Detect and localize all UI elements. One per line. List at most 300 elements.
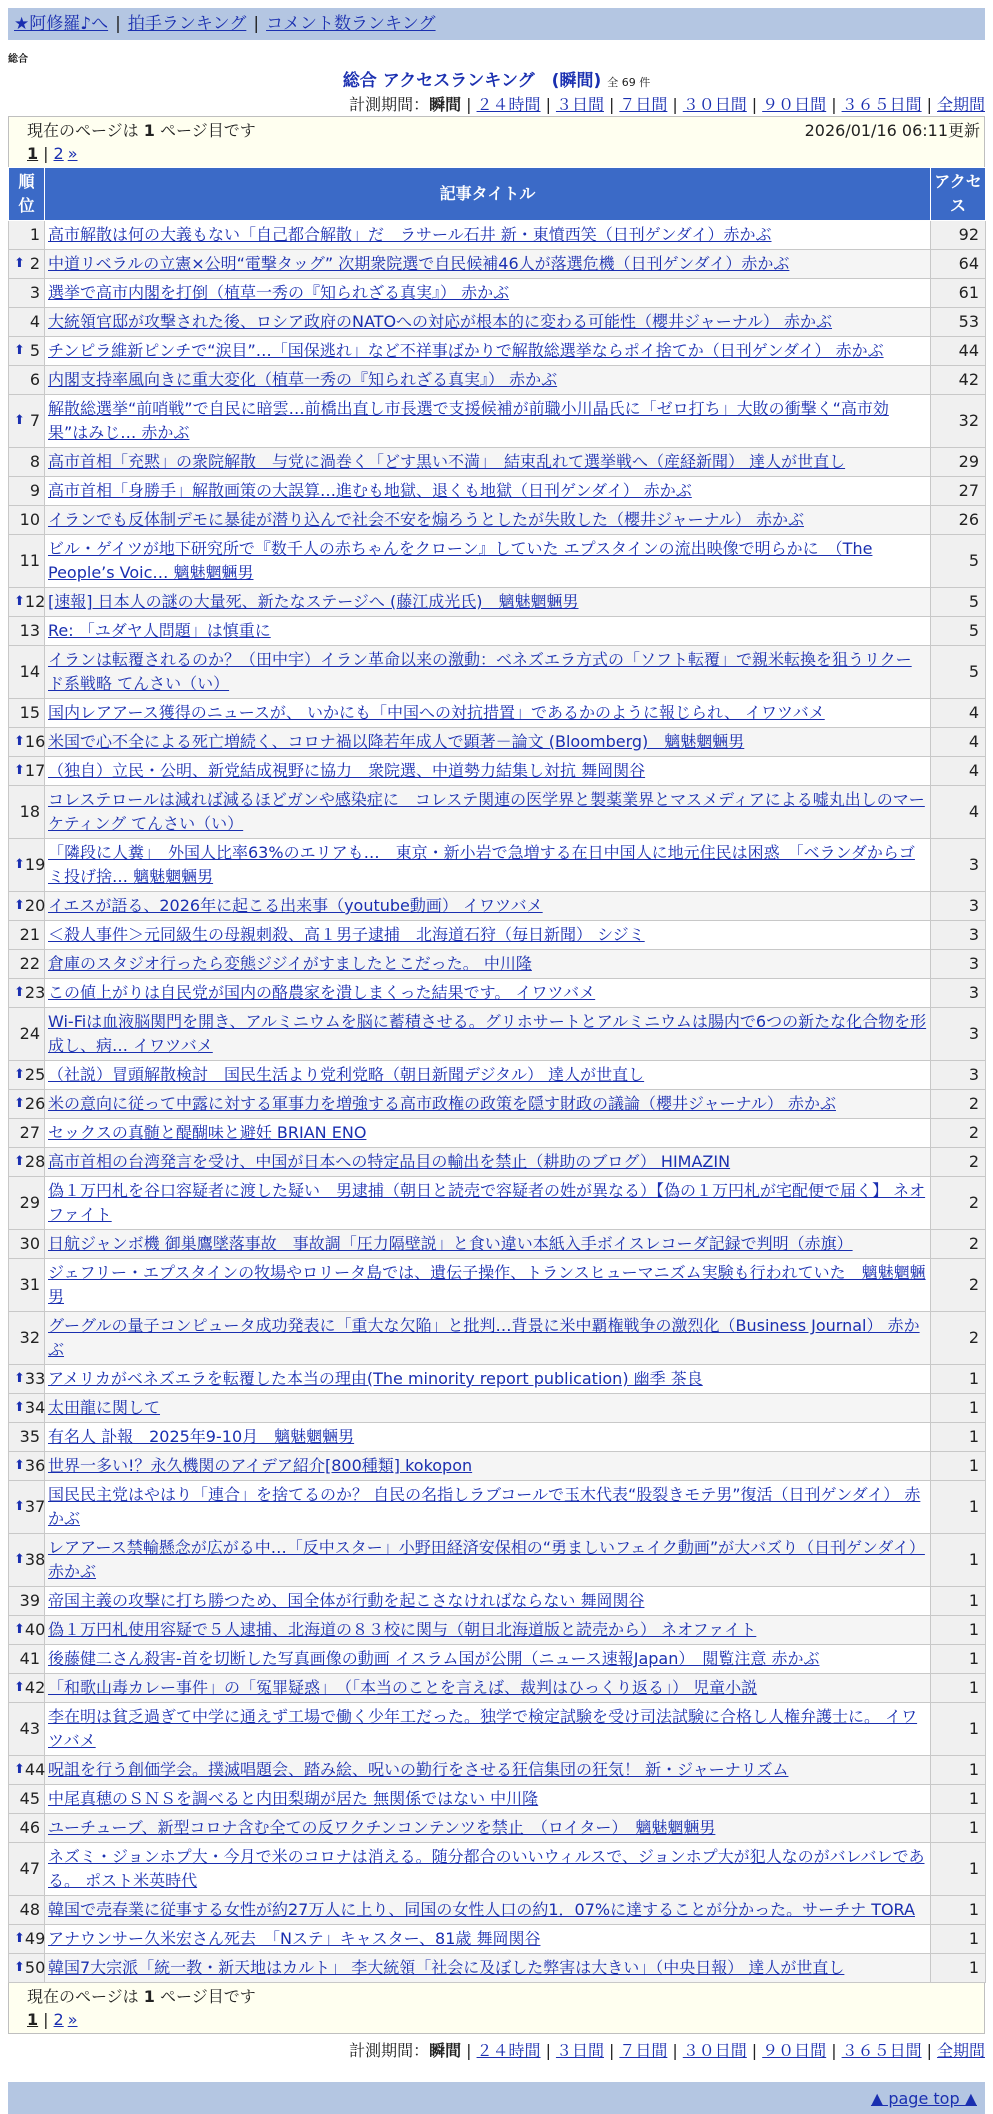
article-link[interactable]: 高市首相の台湾発言を受け、中国が日本への特定品目の輸出を禁止（耕助のブログ） HIMAZIN [48,1152,731,1171]
rank-cell [9,1452,45,1481]
access-count: 1 [931,1452,986,1481]
access-count: 3 [931,979,986,1008]
title-cell [45,646,931,699]
access-count: 5 [931,588,986,617]
article-link[interactable]: 「和歌山毒カレー事件」の「冤罪疑惑」 （「本当のことを言えば、裁判はひっくり返る」） 児童小説 [48,1678,758,1697]
article-link[interactable]: [速報] 日本人の謎の大量死、新たなステージへ (藤江成光氏) 魑魅魍魎男 [48,592,579,611]
table-row [9,506,986,535]
access-count: 1 [931,1616,986,1645]
rank-number: 29 [19,1193,40,1212]
article-link[interactable]: 高市解散は何の大義もない「自己都合解散」だ ラサール石井 新・東憤西笑（日刊ゲンダイ）赤かぶ [48,225,772,244]
table-row [9,1843,986,1896]
rank-number: 27 [19,1123,40,1142]
rank-number: 19 [24,855,46,874]
rank-cell [9,1587,45,1616]
rank-cell [9,221,45,250]
table-row [9,1925,986,1954]
rank-up-arrow-icon: ⬆ [14,857,25,872]
rank-column-header: 順位 [9,168,45,221]
article-link[interactable]: 倉庫のスタジオ行ったら変態ジジイがすましたとこだった。 中川隆 [48,954,532,973]
rank-up-arrow-icon: ⬆ [14,985,25,1000]
article-link[interactable]: 日航ジャンボ機 御巣鷹墜落事故 事故調「圧力隔壁説」と食い違い本紙入手ボイスレコーダ記録で判明（赤旗） [48,1234,853,1253]
title-cell [45,1587,931,1616]
rank-cell [9,950,45,979]
table-row [9,448,986,477]
access-count: 1 [931,1587,986,1616]
period-label: 計測期間： [349,95,430,114]
rank-up-arrow-icon: ⬆ [14,1371,25,1386]
title-cell [45,1645,931,1674]
ranking-title: 総合 アクセスランキング (瞬間) [342,71,602,91]
rank-number: 18 [19,802,40,821]
table-row [9,250,986,279]
article-link[interactable]: 太田龍に関して [48,1398,161,1417]
access-count: 2 [931,1090,986,1119]
access-count: 1 [931,1481,986,1534]
table-row [9,646,986,699]
article-link[interactable]: グーグルの量子コンピュータ成功発表に「重大な欠陥」と批判…背景に米中覇権戦争の激烈化（Business Journal） 赤かぶ [48,1316,920,1359]
title-cell [45,308,931,337]
title-cell [45,588,931,617]
rank-cell [9,1008,45,1061]
rank-number: 5 [29,341,40,360]
rank-number: 16 [24,732,46,751]
rank-cell [9,1423,45,1452]
period-selector-bottom [8,2040,985,2062]
rank-number: 39 [19,1591,40,1610]
access-count: 3 [931,1061,986,1090]
table-row [9,279,986,308]
rank-number: 23 [24,983,46,1002]
access-count: 1 [931,1423,986,1452]
rank-up-arrow-icon: ⬆ [14,1096,25,1111]
rank-number: 33 [24,1369,46,1388]
access-count: 1 [931,1954,986,1983]
rank-number: 49 [24,1929,46,1948]
access-count: 1 [931,1674,986,1703]
access-count: 1 [931,1814,986,1843]
rank-cell [9,250,45,279]
period-link-4[interactable]: ９０日間 [762,95,827,114]
table-row [9,1177,986,1230]
access-count: 42 [931,366,986,395]
access-count: 3 [931,921,986,950]
table-row [9,308,986,337]
article-link[interactable]: アメリカがベネズエラを転覆した本当の理由(The minority report publication) 幽季 茶良 [48,1369,703,1388]
rank-cell [9,757,45,786]
table-row [9,1259,986,1312]
rank-cell [9,1925,45,1954]
access-count: 1 [931,1843,986,1896]
page-2-link[interactable]: 2 [53,144,64,163]
rank-number: 11 [19,551,40,570]
period-link-3[interactable]: ３０日間 [682,2041,747,2060]
title-cell [45,1312,931,1365]
article-link[interactable]: （独自）立民・公明、新党結成視野に協力 衆院選、中道勢力結集し対抗 舞岡関谷 [48,761,646,780]
period-separator: | [926,2041,932,2060]
table-row [9,1616,986,1645]
access-count: 2 [931,1177,986,1230]
title-cell [45,728,931,757]
title-cell [45,366,931,395]
access-count: 2 [931,1230,986,1259]
rank-cell [9,395,45,448]
period-link-5[interactable]: ３６５日間 [841,2041,922,2060]
rank-up-arrow-icon: ⬆ [14,413,25,428]
rank-cell [9,979,45,1008]
article-link[interactable]: 呪詛を行う創価学会。撲滅唱題会、踏み絵、呪いの勤行をさせる狂信集団の狂気！ 新・ジャーナリズム [48,1760,789,1779]
rank-up-arrow-icon: ⬆ [14,1458,25,1473]
rank-number: 22 [19,954,40,973]
article-link[interactable]: 中道リベラルの立憲×公明“電撃タッグ” 次期衆院選で自民候補46人が落選危機（日刊ゲンダイ）赤かぶ [48,254,790,273]
rank-number: 47 [19,1859,40,1878]
rank-number: 15 [19,703,40,722]
period-link-1[interactable]: ３日間 [555,2041,604,2060]
section-label: 総合 [8,54,28,65]
rank-up-arrow-icon: ⬆ [14,256,25,271]
article-link[interactable]: 帝国主義の攻撃に打ち勝つため、国全体が行動を起こさなければならない 舞岡関谷 [48,1591,645,1610]
rank-cell [9,1843,45,1896]
table-row [9,1756,986,1785]
access-count: 1 [931,1785,986,1814]
period-current: 瞬間 [429,2041,462,2060]
period-label: 計測期間： [349,2041,430,2060]
rank-number: 8 [29,452,40,471]
title-cell [45,1394,931,1423]
period-link-6[interactable]: 全期間 [936,95,985,114]
rank-number: 45 [19,1789,40,1808]
table-row [9,1312,986,1365]
rank-cell [9,308,45,337]
article-link[interactable]: セックスの真髄と醍醐味と避妊 BRIAN ENO [48,1123,367,1142]
rank-cell [9,477,45,506]
title-cell [45,786,931,839]
nav-separator: | [115,14,121,34]
rank-cell [9,1061,45,1090]
rank-cell [9,1534,45,1587]
access-count: 2 [931,1312,986,1365]
rank-cell [9,1814,45,1843]
title-cell [45,1814,931,1843]
access-count: 64 [931,250,986,279]
updated-time: 2026/01/16 06:11更新 [804,121,980,140]
rank-up-arrow-icon: ⬆ [14,763,25,778]
access-count: 4 [931,699,986,728]
access-count: 1 [931,1925,986,1954]
rank-cell [9,892,45,921]
rank-up-arrow-icon: ⬆ [14,1960,25,1975]
article-link[interactable]: コレステロールは減れば減るほどガンや感染症に コレステ関連の医学界と製薬業界とマスメディアによる嘘丸出しのマーケティング てんさい（い） [48,790,925,833]
access-count: 5 [931,617,986,646]
comment-ranking-link[interactable]: コメント数ランキング [266,14,436,34]
rank-number: 44 [24,1760,46,1779]
pager-bottom: 現在のページは 1 ページ目です 1 | 2 » [8,1983,985,2034]
article-link[interactable]: イエスが語る、2026年に起こる出来事（youtube動画） イワツバメ [48,896,543,915]
next-page-link[interactable]: » [67,144,78,163]
rank-cell [9,588,45,617]
period-link-4[interactable]: ９０日間 [762,2041,827,2060]
rank-number: 1 [29,225,40,244]
title-cell [45,1423,931,1452]
article-link[interactable]: 内閣支持率風向きに重大変化（植草一秀の『知られざる真実』） 赤かぶ [48,370,558,389]
article-link[interactable]: Wi-Fiは血液脳関門を開き、アルミニウムを脳に蓄積させる。グリホサートとアルミニウムは腸内で6つの新たな化合物を形成し、病… イワツバメ [48,1012,927,1055]
title-cell [45,337,931,366]
title-cell [45,1061,931,1090]
access-count: 26 [931,506,986,535]
rank-cell [9,506,45,535]
article-link[interactable]: 偽１万円札を谷口容疑者に渡した疑い 男逮捕（朝日と読売で容疑者の姓が異なる）【偽の１万円札が宅配便で届く】 ネオファイト [48,1181,926,1224]
rank-number: 26 [24,1094,46,1113]
rank-cell [9,1312,45,1365]
article-link[interactable]: 高市首相「身勝手」解散画策の大誤算…進むも地獄、退くも地獄（日刊ゲンダイ） 赤かぶ [48,481,692,500]
rank-up-arrow-icon: ⬆ [14,1400,25,1415]
period-separator: | [751,95,758,114]
article-link[interactable]: 国内レアアース獲得のニュースが、 いかにも「中国への対抗措置」であるかのように報じられ、 イワツバメ [48,703,825,722]
period-separator: | [672,95,678,114]
access-count: 2 [931,1148,986,1177]
table-row [9,1785,986,1814]
rank-number: 13 [19,621,40,640]
rank-cell [9,1674,45,1703]
table-row [9,1954,986,1983]
table-row [9,728,986,757]
rank-cell [9,448,45,477]
table-row [9,892,986,921]
period-link-2[interactable]: ７日間 [619,95,668,114]
table-row [9,1090,986,1119]
article-link[interactable]: 韓国7大宗派「統一教・新天地はカルト」 李大統領「社会に及ぼした弊害は大きい」（中央日報） 達人が世直し [48,1958,845,1977]
title-cell [45,1896,931,1925]
table-row [9,786,986,839]
article-link[interactable]: 米国で心不全による死亡増続く、コロナ禍以降若年成人で顕著－論文 (Bloomberg) 魑魅魍魎男 [48,732,745,751]
rank-cell [9,1756,45,1785]
article-link[interactable]: 米の意向に従って中露に対する軍事力を増強する高市政権の政策を隠す財政の議論（櫻井ジャーナル） 赤かぶ [48,1094,836,1113]
clap-ranking-link[interactable]: 拍手ランキング [127,14,247,34]
article-link[interactable]: 国民民主党はやはり「連合」を捨てるのか？ 自民の名指しラブコールで玉木代表“股裂きモテ男”復活（日刊ゲンダイ） 赤かぶ [48,1485,921,1528]
rank-cell [9,1259,45,1312]
rank-number: 17 [24,761,46,780]
table-row [9,477,986,506]
page-top-link[interactable]: ▲ page top ▲ [870,2089,977,2108]
period-link-1[interactable]: ３日間 [555,95,604,114]
title-cell [45,1616,931,1645]
access-column-header: アクセス [931,168,986,221]
title-cell [45,1534,931,1587]
article-link[interactable]: ジェフリー・エプスタインの牧場やロリータ島では、遺伝子操作、トランスヒューマニズム実験も行われていた 魑魅魍魎男 [48,1263,926,1306]
rank-cell [9,337,45,366]
table-row [9,1230,986,1259]
access-count: 1 [931,1394,986,1423]
title-cell [45,395,931,448]
rank-cell [9,617,45,646]
access-count: 2 [931,1119,986,1148]
rank-number: 12 [24,592,46,611]
article-link[interactable]: 大統領官邸が攻撃された後、ロシア政府のNATOへの対応が根本的に変わる可能性（櫻井ジャーナル） 赤かぶ [48,312,833,331]
rank-cell [9,1148,45,1177]
next-page-link[interactable]: » [67,2010,78,2029]
rank-up-arrow-icon: ⬆ [14,898,25,913]
access-count: 3 [931,839,986,892]
period-current: 瞬間 [429,95,462,114]
period-link-2[interactable]: ７日間 [619,2041,668,2060]
rank-cell [9,839,45,892]
period-separator: | [545,95,551,114]
title-cell [45,1756,931,1785]
table-row [9,1148,986,1177]
rank-up-arrow-icon: ⬆ [14,1499,25,1514]
article-link[interactable]: Re: 「ユダヤ人問題」は慎重に [48,621,271,640]
access-count: 53 [931,308,986,337]
title-cell [45,1843,931,1896]
table-row [9,337,986,366]
rank-number: 3 [29,283,40,302]
article-link[interactable]: イランは転覆されるのか？（田中宇）イラン革命以来の激動：ベネズエラ方式の「ソフト転覆」で親米転換を狙うリクード系戦略 てんさい（い） [48,650,912,693]
access-count: 1 [931,1534,986,1587]
access-count: 1 [931,1703,986,1756]
title-cell [45,979,931,1008]
table-row [9,1119,986,1148]
title-cell [45,1090,931,1119]
rank-number: 41 [19,1649,40,1668]
title-cell [45,1119,931,1148]
page-status: 現在のページは 1 ページ目です [27,1987,256,2006]
rank-number: 4 [29,312,40,331]
rank-cell [9,921,45,950]
rank-up-arrow-icon: ⬆ [14,1762,25,1777]
article-link[interactable]: 偽１万円札使用容疑で５人逮捕、北海道の８３校に関与（朝日北海道版と読売から） ネオファイト [48,1620,757,1639]
table-row [9,699,986,728]
access-count: 61 [931,279,986,308]
article-link[interactable]: アナウンサー久米宏さん死去 「Nステ」キャスター、81歳 舞岡関谷 [48,1929,541,1948]
period-separator: | [831,2041,837,2060]
title-cell [45,448,931,477]
article-link[interactable]: イランでも反体制デモに暴徒が潜り込んで社会不安を煽ろうとしたが失敗した（櫻井ジャーナル） 赤かぶ [48,510,804,529]
rank-number: 50 [24,1958,46,1977]
rank-number: 43 [19,1719,40,1738]
period-link-3[interactable]: ３０日間 [682,95,747,114]
rank-cell [9,1703,45,1756]
table-row [9,1814,986,1843]
title-cell [45,1259,931,1312]
access-count: 4 [931,757,986,786]
table-row [9,221,986,250]
table-row [9,617,986,646]
access-count: 44 [931,337,986,366]
rank-number: 10 [19,510,40,529]
article-link[interactable]: 中尾真穂のＳＮＳを調べると内田梨瑚が居た 無関係ではない 中川隆 [48,1789,539,1808]
period-separator: | [466,95,472,114]
access-count: 1 [931,1756,986,1785]
title-cell [45,1008,931,1061]
rank-number: 2 [29,254,40,273]
table-row [9,839,986,892]
rank-number: 24 [19,1024,40,1043]
period-link-5[interactable]: ３６５日間 [841,95,922,114]
article-link[interactable]: 世界一多い!？永久機関のアイデア紹介[800種類] kokopon [48,1456,473,1475]
article-link[interactable]: 李在明は貧乏過ぎて中学に通えず工場で働く少年工だった。独学で検定試験を受け司法試験に合格し人権弁護士に。 イワツバメ [48,1707,918,1750]
article-link[interactable]: 後藤健二さん殺害-首を切断した写真画像の動画 イスラム国が公開（ニュース速報Japan） 閲覧注意 赤かぶ [48,1649,820,1668]
title-cell [45,1925,931,1954]
article-link[interactable]: 有名人 訃報 2025年9-10月 魑魅魍魎男 [48,1427,355,1446]
title-cell [45,1177,931,1230]
bottom-bar [8,2082,985,2114]
article-link[interactable]: 解散総選挙“前哨戦”で自民に暗雲…前橋出直し市長選で支援候補が前職小川晶氏に「ゼロ打ち」大敗の衝撃く“高市効果”はみじ… 赤かぶ [48,399,889,442]
table-row [9,1481,986,1534]
rank-cell [9,1119,45,1148]
article-link[interactable]: 「隣段に人糞」 外国人比率63%のエリアも… 東京・新小岩で急増する在日中国人に地元住民は困惑 「ベランダからゴミ投げ捨… 魑魅魍魎男 [48,843,915,886]
title-cell [45,535,931,588]
table-row [9,588,986,617]
period-link-0[interactable]: ２４時間 [476,2041,541,2060]
title-cell [45,1230,931,1259]
title-cell [45,950,931,979]
period-separator: | [608,95,615,114]
article-link[interactable]: 高市首相「充黙」の衆院解散 与党に渦巻く「どす黒い不満」 結束乱れて選挙戦へ（産経新聞） 達人が世直し [48,452,846,471]
period-separator: | [466,2041,472,2060]
title-cell [45,1148,931,1177]
access-count: 1 [931,1365,986,1394]
title-cell [45,1452,931,1481]
title-cell [45,250,931,279]
home-link[interactable]: ★阿修羅♪へ [14,14,109,34]
title-cell [45,279,931,308]
table-row [9,950,986,979]
access-count: 4 [931,786,986,839]
access-count: 1 [931,1645,986,1674]
title-cell [45,1674,931,1703]
page-2-link[interactable]: 2 [53,2010,64,2029]
rank-cell [9,1785,45,1814]
access-count: 27 [931,477,986,506]
rank-cell [9,1481,45,1534]
rank-cell [9,728,45,757]
article-link[interactable]: この値上がりは自民党が国内の酪農家を潰しまくった結果です。 イワツバメ [48,983,596,1002]
period-separator: | [608,2041,615,2060]
period-link-6[interactable]: 全期間 [936,2041,985,2060]
period-separator: | [831,95,837,114]
rank-number: 35 [19,1427,40,1446]
rank-number: 7 [29,411,40,430]
title-cell [45,1954,931,1983]
period-link-0[interactable]: ２４時間 [476,95,541,114]
rank-number: 38 [24,1550,46,1569]
title-cell [45,221,931,250]
article-link[interactable]: レアアース禁輸懸念が広がる中…「反中スター」小野田経済安保相の“勇ましいフェイク動画”が大バズり（日刊ゲンダイ） 赤かぶ [48,1538,925,1581]
rank-cell [9,1394,45,1423]
article-link[interactable]: ＜殺人事件＞元同級生の母親刺殺、高１男子逮捕 北海道石狩（毎日新聞） シジミ [48,925,645,944]
article-link[interactable]: 韓国で売春業に従事する女性が約27万人に上り、同国の女性人口の約1．07%に達することが分かった。サーチナ TORA [48,1900,915,1919]
title-cell [45,699,931,728]
article-link[interactable]: （社説）冒頭解散検討 国民生活より党利党略（朝日新聞デジタル） 達人が世直し [48,1065,645,1084]
table-row [9,1896,986,1925]
table-row [9,1365,986,1394]
article-link[interactable]: ネズミ・ジョンホプ大・今月で米のコロナは消える。随分都合のいいウィルスで、ジョンホプ大が犯人なのがバレバレである。 ポスト米英時代 [48,1847,925,1890]
page-status: 現在のページは 1 ページ目です [27,121,256,140]
rank-number: 25 [24,1065,46,1084]
rank-up-arrow-icon: ⬆ [14,1552,25,1567]
article-link[interactable]: チンピラ維新ピンチで“涙目”…「国保逃れ」など不祥事ばかりで解散総選挙ならポイ捨てか（日刊ゲンダイ） 赤かぶ [48,341,884,360]
current-page-number: 1 [27,2010,39,2029]
period-separator: | [751,2041,758,2060]
article-link[interactable]: ビル・ゲイツが地下研究所で『数千人の赤ちゃんをクローン』していた エプスタインの流出映像で明らかに （The People’s Voic… 魑魅魍魎男 [48,539,873,582]
table-row [9,979,986,1008]
rank-cell [9,1616,45,1645]
access-count: 2 [931,1259,986,1312]
article-link[interactable]: 選挙で高市内閣を打倒（植草一秀の『知られざる真実』） 赤かぶ [48,283,510,302]
rank-up-arrow-icon: ⬆ [14,1680,25,1695]
article-link[interactable]: ユーチューブ、新型コロナ含む全ての反ワクチンコンテンツを禁止 （ロイター） 魑魅魍魎男 [48,1818,716,1837]
rank-cell [9,1230,45,1259]
